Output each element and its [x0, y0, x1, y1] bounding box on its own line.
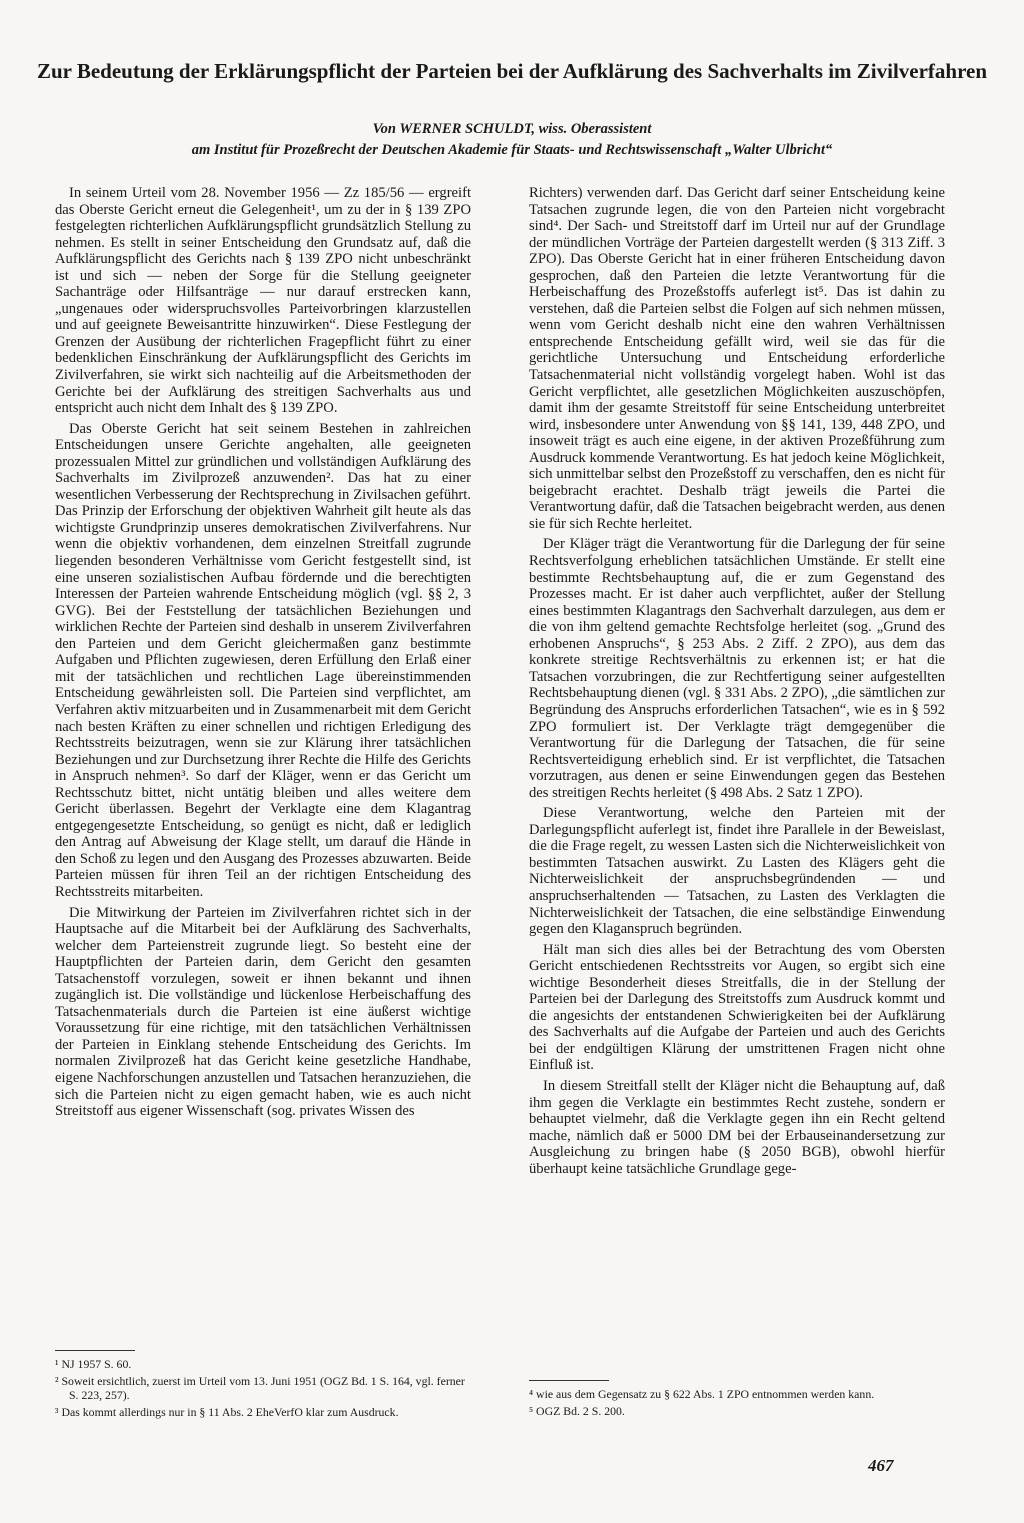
paragraph: Das Oberste Gericht hat seit seinem Bestehen in zahlreichen Entscheidungen unsere Gerichte angehalten, alle geeigneten prozessualen Mittel zur gründlichen und vollständigen Aufklärung des Sachverhalts im Zivilprozeß anzuwenden². Das hat zu einer wesentlichen Verbesserung der Rechtsprechung in Zivilsachen geführt. Das Prinzip der Erforschung der objektiven Wahrheit gilt heute als das wichtigste Grundprinzip unseres demokratischen Zivilverfahrens. Nur wenn die objektiv vorhandenen, dem einzelnen Streitfall zugrunde liegenden besonderen Verhältnisse vom Gericht festgestellt sind, ist eine unseren sozialistischen Aufbau fördernde und die berechtigten Interessen der Parteien wahrende Entscheidung möglich (vgl. §§ 2, 3 GVG). Bei der Feststellung der tatsächlichen Beziehungen und wirklichen Rechte der Parteien sind deshalb in unserem Zivilverfahren den Parteien und dem Gericht gleichermaßen ganz bestimmte Aufgaben und Pflichten zugewiesen, deren Erfüllung den Erlaß einer mit der tatsächlichen und rechtlichen Lage übereinstimmenden Entscheidung gewährleisten soll. Die Parteien sind verpflichtet, am Verfahren aktiv mitzuarbeiten und in Zusammenarbeit mit dem Gericht nach besten Kräften zu einer schnellen und richtigen Erledigung des Rechtsstreits beizutragen, wenn sie zur Klärung ihrer tatsächlichen Beziehungen und zur Durchsetzung ihrer Rechte die Hilfe des Gerichts in Anspruch nehmen³. So darf der Kläger, wenn er das Gericht um Rechtsschutz bittet, nicht untätig bleiben und alles weitere dem Gericht überlassen. Begehrt der Verklagte eine dem Klagantrag entgegengesetzte Entscheidung, so genügt es nicht, daß er lediglich den Antrag auf Abweisung der Klage stellt, um darauf die Hände in den Schoß zu legen und den Ausgang des Prozesses abzuwarten. Beide Parteien müssen für ihren Teil an der richtigen Entscheidung des Rechtsstreits mitarbeiten.	[55, 420, 471, 900]
paragraph: Diese Verantwortung, welche den Parteien mit der Darlegungspflicht auferlegt ist, findet ihre Parallele in der Beweislast, die die Frage regelt, zu wessen Lasten sich die Nichterweislichkeit von bestimmten Tatsachen auswirkt. Zu Lasten des Klägers geht die Nichterweislichkeit der anspruchsbegründenden — und anspruchserhaltenden — Tatsachen, zu Lasten des Verklagten die Nichterweislichkeit der Tatsachen, die eine selbständige Einwendung gegen den Klaganspruch begründen.	[529, 805, 945, 938]
paragraph: Die Mitwirkung der Parteien im Zivilverfahren richtet sich in der Hauptsache auf die Mitarbeit bei der Aufklärung des Sachverhalts, welcher dem Parteienstreit zugrunde liegt. So besteht eine der Hauptpflichten der Parteien darin, dem Gericht den gesamten Tatsachenstoff vorzulegen, soweit er ihnen bekannt und ihnen zugänglich ist. Die vollständige und lückenlose Herbeischaffung des Tatsachenmaterials durch die Parteien ist eine äußerst wichtige Voraussetzung für eine richtige, mit den tatsächlichen Verhältnissen der Parteien in Einklang stehende Entscheidung des Gerichts. Im normalen Zivilprozeß hat das Gericht keine gesetzliche Handhabe, eigene Nachforschungen anzustellen und Tatsachen heranzuziehen, die sich die Parteien nicht zu eigen gemacht haben, wie es auch nicht Streitstoff aus eigener Wissenschaft (sog. privates Wissen des	[55, 904, 471, 1120]
article-title: Zur Bedeutung der Erklärungspflicht der Parteien bei der Aufklärung des Sachverhalts im Zivilverfahren	[36, 59, 988, 83]
footnotes-right	[529, 1380, 945, 1420]
paragraph: Der Kläger trägt die Verantwortung für die Darlegung der für seine Rechtsverfolgung erheblichen tatsächlichen Umstände. Er stellt eine bestimmte Rechtsbehauptung auf, die er zum Gegenstand des Prozesses macht. Er ist daher auch verpflichtet, außer der Stellung eines bestimmten Klagantrags den Sachverhalt darzulegen, aus dem er die von ihm geltend gemachte Rechtsfolge herleitet (sog. „Grund des erhobenen Anspruchs“, § 253 Abs. 2 Ziff. 2 ZPO), aus dem das konkrete streitige Rechtsverhältnis zu erkennen ist; er hat die Tatsachen vorzubringen, die zur Rechtfertigung seiner aufgestellten Rechtsbehauptung dienen (vgl. § 331 Abs. 2 ZPO), „die sämtlichen zur Begründung des Anspruchs erforderlichen Tatsachen“, wie es in § 592 ZPO formuliert ist. Der Verklagte trägt demgegenüber die Verantwortung für die Darlegung der Tatsachen, die für seine Rechtsverteidigung erheblich sind. Er ist verpflichtet, die Tatsachen vorzutragen, aus denen er seine Einwendungen gegen das Bestehen des streitigen Rechts herleitet (§ 498 Abs. 2 Satz 1 ZPO).	[529, 536, 945, 801]
footnote-divider	[55, 1350, 135, 1351]
author-affiliation: am Institut für Prozeßrecht der Deutschen Akademie für Staats- und Rechtswissenschaft „Walter Ulbricht“	[191, 142, 833, 158]
page-number: 467	[868, 1456, 894, 1475]
footnotes-left	[55, 1350, 471, 1421]
author-byline: Von WERNER SCHULDT, wiss. Oberassistent	[372, 121, 652, 137]
right-column	[529, 185, 945, 1181]
footnote: ⁴ wie aus dem Gegensatz zu § 622 Abs. 1 ZPO entnommen werden kann.	[529, 1387, 875, 1401]
left-column	[55, 185, 471, 1124]
footnote: ⁵ OGZ Bd. 2 S. 200.	[529, 1403, 625, 1418]
paragraph: Richters) verwenden darf. Das Gericht darf seiner Entscheidung keine Tatsachen zugrunde legen, die von den Parteien nicht vorgebracht sind⁴. Der Sach- und Streitstoff darf im Urteil nur auf der Grundlage der mündlichen Vorträge der Parteien dargestellt werden (§ 313 Ziff. 3 ZPO). Das Oberste Gericht hat in einer früheren Entscheidung davon gesprochen, daß den Parteien die letzte Verantwortung für die Herbeischaffung des Prozeßstoffs auferlegt ist⁵. Das ist dahin zu verstehen, daß die Parteien selbst die Folgen auf sich nehmen müssen, wenn vom Gericht deshalb nicht eine den wahren Verhältnissen entsprechende Entscheidung gefällt wird, weil sie das für die gerichtliche Untersuchung und Entscheidung erforderliche Tatsachenmaterial nicht vollständig vorgelegt haben. Wohl ist das Gericht verpflichtet, alle gesetzlichen Möglichkeiten auszuschöpfen, damit ihm der gesamte Streitstoff für seine Entscheidung unterbreitet wird, insbesondere unter Anwendung von §§ 141, 139, 448 ZPO, und insoweit trägt es auch eine eigene, in der aktiven Prozeßführung zum Ausdruck kommende Verantwortung. Es hat jedoch keine Möglichkeit, sich unmittelbar selbst den Prozeßstoff zu verschaffen, den es nicht für beigebracht erachtet. Deshalb trägt jeweils die Partei die Verantwortung dafür, daß die Tatsachen beigebracht werden, aus denen sie für sich Rechte herleitet.	[529, 185, 945, 532]
paragraph: Hält man sich dies alles bei der Betrachtung des vom Obersten Gericht entschiedenen Rechtsstreits vor Augen, so ergibt sich eine wichtige Besonderheit dieses Streitfalls, die in der Stellung der Parteien bei der Darlegung des Streitstoffs zum Ausdruck kommt und die angesichts der entstandenen Schwierigkeiten bei der Aufklärung des Sachverhalts auf die Aufgabe der Parteien und auch des Gerichts bei der endgültigen Klärung der umstrittenen Fragen nicht ohne Einfluß ist.	[529, 941, 945, 1074]
footnote: ² Soweit ersichtlich, zuerst im Urteil vom 13. Juni 1951 (OGZ Bd. 1 S. 164, vgl. ferner S. 223, 257).	[55, 1373, 465, 1402]
paragraph: In seinem Urteil vom 28. November 1956 — Zz 185/56 — ergreift das Oberste Gericht erneut die Gelegenheit¹, um zu der in § 139 ZPO festgelegten richterlichen Aufklärungspflicht grundsätzlich Stellung zu nehmen. Es stellt in seiner Entscheidung den Grundsatz auf, daß die Aufklärungspflicht des Gerichts nach § 139 ZPO nicht unbeschränkt ist und sich — neben der Sorge für die Stellung geeigneter Sachanträge oder Hilfsanträge — nur darauf erstrecken kann, „ungenaues oder widerspruchsvolles Parteivorbringen klarzustellen und auf geeignete Beweisantritte hinzuwirken“. Diese Festlegung der Grenzen der Ausübung der richterlichen Fragepflicht führt zu einer bedenklichen Einschränkung der Aufklärungspflicht des Gerichts im Zivilverfahren, sie wirkt sich nachteilig auf die Arbeitsmethoden der Gerichte bei der Aufklärung des streitigen Sachverhalts aus und entspricht auch nicht dem Inhalt des § 139 ZPO.	[55, 185, 471, 417]
paragraph: In diesem Streitfall stellt der Kläger nicht die Behauptung auf, daß ihm gegen die Verklagte ein bestimmtes Recht zustehe, sondern er behauptet vielmehr, daß die Verklagte gegen ihn ein Recht geltend mache, nämlich daß er 5000 DM bei der Erbauseinandersetzung zur Ausgleichung zu bringen habe (§ 2050 BGB), obwohl hierfür überhaupt keine tatsächliche Grundlage gege-	[529, 1077, 945, 1177]
footnote: ³ Das kommt allerdings nur in § 11 Abs. 2 EheVerfO klar zum Ausdruck.	[55, 1404, 399, 1419]
footnote-divider	[529, 1380, 609, 1381]
footnote: ¹ NJ 1957 S. 60.	[55, 1357, 132, 1371]
